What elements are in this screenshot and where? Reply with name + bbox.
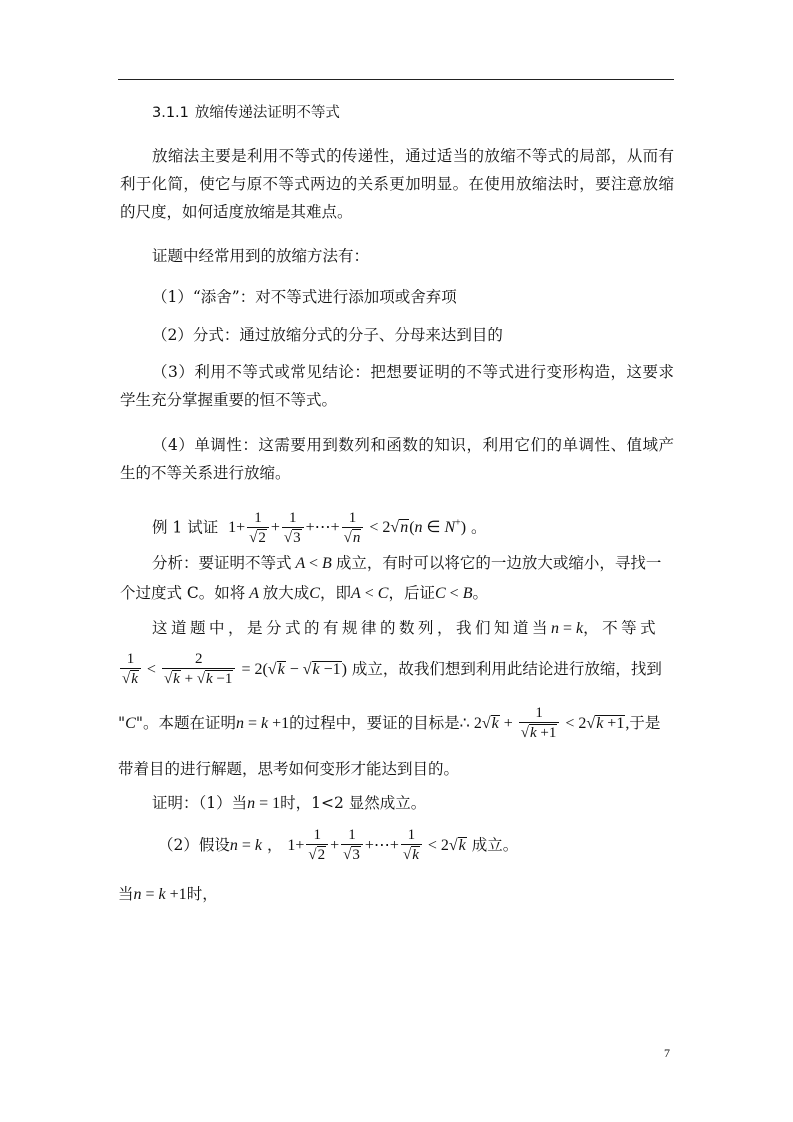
proof-step-1: 证明：（1）当n = 1时，1<2 显然成立。 xyxy=(152,794,427,812)
section-title: 放缩传递法证明不等式 xyxy=(194,105,340,121)
intro-line-1: 放缩法主要是利用不等式的传递性，通过适当的放缩不等式的局部，从而有 xyxy=(152,147,674,165)
page-number: 7 xyxy=(664,1046,670,1060)
analysis-line-4: $\frac{1}{√k}$ < $\frac{2}{√k + √k -1}$ = 2(√k − √k −1) 成立，故我们想到利用此结论进行放缩，找到 xyxy=(118,644,662,695)
analysis-line-3: 这道题中，是分式的有规律的数列，我们知道当n = k，不等式 xyxy=(152,619,660,637)
analysis-line-1: 分析：要证明不等式 A < B 成立，有时可以将它的一边放大或缩小，寻找一 xyxy=(152,554,662,572)
methods-intro: 证题中经常用到的放缩方法有： xyxy=(152,247,370,265)
example-label: 例 1 试证 xyxy=(152,518,219,537)
section-heading xyxy=(152,97,340,129)
analysis-line-5: "C"。本题在证明n = k +1的过程中，要证的目标是∴ 2√k + $\frac{1}{√k +1}$ < 2√k +1,于是 xyxy=(118,705,661,742)
lemma-formula: $\frac{1}{√k}$ < $\frac{2}{√k + √k -1}$ = 2(√k − √k −1) xyxy=(122,651,347,688)
section-number: 3.1.1 xyxy=(152,105,189,121)
analysis-line-2: 个过度式 C。如将 A 放大成C，即A < C，后证C < B。 xyxy=(120,584,488,602)
example-formula: 1+ $\frac{1}{√2}$ + $\frac{1}{√3}$ +⋯+ $\frac{1}{√n}$ < 2√n(n ∈ N+) xyxy=(228,509,467,546)
intro-line-3: 的尺度，如何适度放缩是其难点。 xyxy=(120,203,353,221)
analysis-line-6: 带着目的进行解题，思考如何变形才能达到目的。 xyxy=(118,760,460,778)
method-3-line-1: （3）利用不等式或常见结论：把想要证明的不等式进行变形构造，这要求 xyxy=(152,363,674,381)
method-4-line-2: 生的不等关系进行放缩。 xyxy=(120,464,291,482)
example-tail: 。 xyxy=(471,518,487,537)
proof-step-2: （2）假设n = k ， 1+ $\frac{1}{√2}$ + $\frac{1}{√3}$ +⋯+ $\frac{1}{√k}$ < 2√k 成立。 xyxy=(158,827,519,864)
intro-line-2: 利于化简，使它与原不等式两边的关系更加明显。在使用放缩法时，要注意放缩 xyxy=(120,175,674,193)
proof-step-3: 当n = k +1时， xyxy=(118,885,218,903)
header-rule xyxy=(118,79,674,80)
method-2: （2）分式：通过放缩分式的分子、分母来达到目的 xyxy=(152,326,503,344)
method-1: （1）“添舍”：对不等式进行添加项或舍弃项 xyxy=(152,288,457,306)
method-4-line-1: （4）单调性：这需要用到数列和函数的知识，利用它们的单调性、值域产 xyxy=(152,436,674,454)
method-3-line-2: 学生充分掌握重要的恒不等式。 xyxy=(120,391,338,409)
